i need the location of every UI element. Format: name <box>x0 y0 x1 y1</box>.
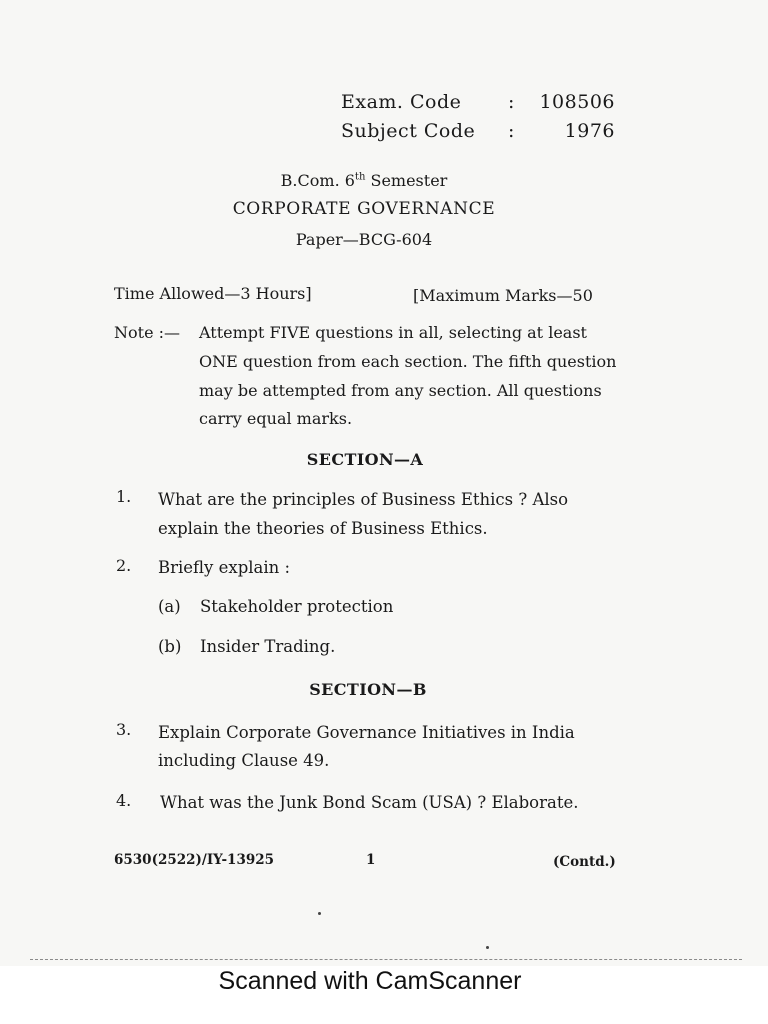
course-suffix: Semester <box>365 171 448 190</box>
exam-code-separator: : <box>508 91 515 113</box>
question-2a-text: Stakeholder protection <box>200 597 394 616</box>
course-title <box>0 171 728 190</box>
footer-contd: (Contd.) <box>553 854 616 870</box>
note-line-4: carry equal marks. <box>199 409 353 428</box>
page-edge-line <box>30 959 742 960</box>
question-2-text: Briefly explain : <box>158 558 291 577</box>
subject-code-label: Subject Code <box>341 120 476 142</box>
question-2b-text: Insider Trading. <box>200 637 336 656</box>
exam-code-label: Exam. Code <box>341 91 462 113</box>
camscanner-watermark: Scanned with CamScanner <box>218 967 522 995</box>
course-prefix: B.Com. 6 <box>280 171 355 190</box>
subject-code-value: 1976 <box>564 120 615 142</box>
exam-code-value: 108506 <box>539 91 615 113</box>
maximum-marks: [Maximum Marks—50 <box>413 286 593 305</box>
question-1-line-1: What are the principles of Business Ethics ? Also <box>158 490 569 509</box>
section-a-heading: SECTION—A <box>306 450 424 469</box>
question-3-line-1: Explain Corporate Governance Initiatives in India <box>158 723 575 742</box>
note-label: Note :— <box>114 323 181 342</box>
note-line-3: may be attempted from any section. All questions <box>199 381 602 400</box>
note-line-1: Attempt FIVE questions in all, selecting at least <box>199 323 587 342</box>
question-1-number: 1. <box>116 487 132 506</box>
footer-page-number: 1 <box>366 852 376 868</box>
note-line-2: ONE question from each section. The fifth question <box>199 352 617 371</box>
question-4-number: 4. <box>116 791 132 810</box>
section-b-heading: SECTION—B <box>309 680 427 699</box>
question-3-line-2: including Clause 49. <box>158 751 330 770</box>
subject-title: CORPORATE GOVERNANCE <box>232 199 496 219</box>
scan-speck <box>318 912 321 915</box>
question-3-number: 3. <box>116 720 132 739</box>
question-2-number: 2. <box>116 556 132 575</box>
paper-code: Paper—BCG-604 <box>295 230 433 249</box>
time-allowed: Time Allowed—3 Hours] <box>114 284 312 303</box>
scan-speck <box>486 946 489 949</box>
question-2a-label: (a) <box>158 597 181 616</box>
question-4-text: What was the Junk Bond Scam (USA) ? Elaborate. <box>160 793 579 812</box>
question-2b-label: (b) <box>158 637 182 656</box>
question-1-line-2: explain the theories of Business Ethics. <box>158 519 488 538</box>
course-superscript: th <box>354 171 366 183</box>
footer-paper-code: 6530(2522)/IY-13925 <box>114 852 275 868</box>
subject-code-separator: : <box>508 120 515 142</box>
